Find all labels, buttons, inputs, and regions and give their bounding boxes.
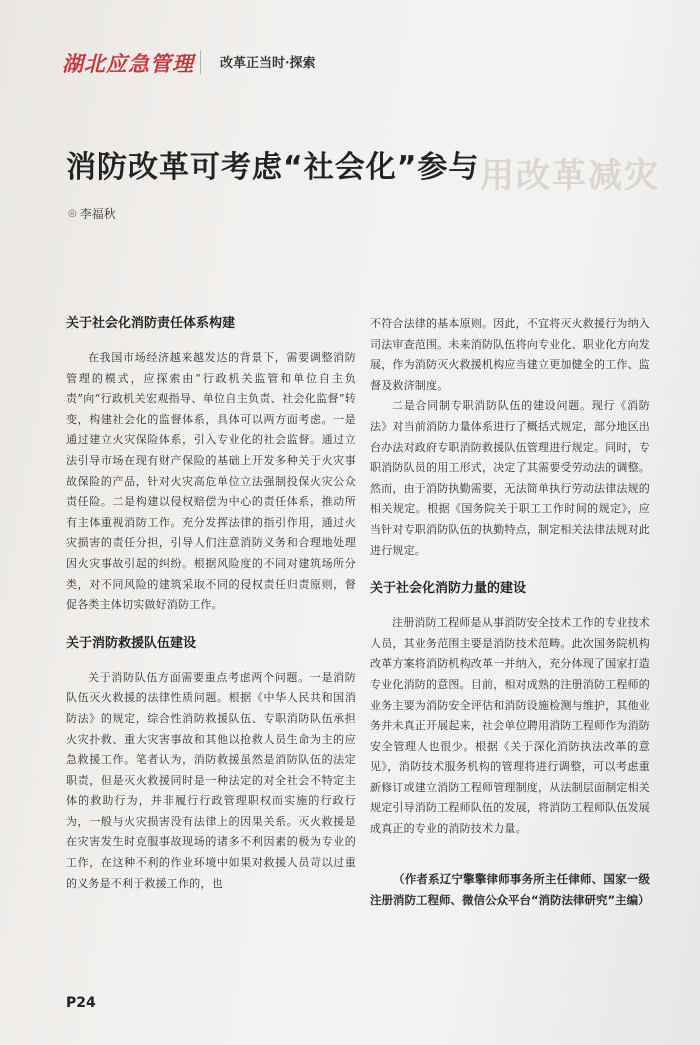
section-heading-3: 关于社会化消防力量的建设 xyxy=(370,581,527,597)
paragraph-3: 不符合法律的基本原则。因此，不宜将灭火救援行为纳入司法审查范围。未来消防队伍将向专业化、职业化方向发展，作为消防灭火救援机构应当建立更加健全的工作、监督及救济制度。 xyxy=(370,317,650,392)
page-number: P24 xyxy=(66,995,96,1011)
bleed-through-title: 用改革减灾 xyxy=(480,156,660,196)
paragraph-5: 注册消防工程师是从事消防安全技术工作的专业技术人员，其业务范围主要是消防技术范畴。此次国务院机构改革方案将消防机构改革一并纳入，充分体现了国家打造专业化消防的意图。目前，相对成熟的注册消防工程师的业务主要为消防安全评估和消防设施检测与维护，其他业务并未真正开展起来，社会单位聘用消防工程师作为消防安全管理人也很少。根据《关于深化消防执法改革的意见》，消防技术服务机构的管理将进行调整，可以考虑重新修订或建立消防工程师管理制度，从法制层面制定相关规定引导消防工程师队伍的发展，将消防工程师队伍发展成真正的专业的消防技术力量。 xyxy=(370,616,650,836)
section-tag: 改革正当时·探索 xyxy=(220,56,316,71)
paragraph-4: 二是合同制专职消防队伍的建设问题。现行《消防法》对当前消防力量体系进行了概括式规定，部分地区出台办法对政府专职消防救援队伍管理进行规定。同时，专职消防队员的用工形式，决定了其需要受劳动法的调整。然而，由于消防执勤需要，无法简单执行劳动法律法规的相关规定。根据《国务院关于职工工作时间的规定》，应当针对专职消防队伍的执勤特点，制定相关法律法规对此进行规定。 xyxy=(370,399,650,557)
section-heading-1: 关于社会化消防责任体系构建 xyxy=(66,316,236,331)
header-divider xyxy=(200,50,201,74)
paragraph-1: 在我国市场经济越来越发达的背景下，需要调整消防管理的模式，应探索由“行政机关监管和单位自主负责”向“行政机关宏观指导、单位自主负责、社会化监督”转变，构建社会化的监督体系，具体可以两方面考虑。一是通过建立火灾保险体系，引入专业化的社会监督。通过立法引导市场在现有财产保险的基础上开发多种关于火灾事故保险的产品，针对火灾高危单位立法强制投保火灾公众责任险。二是构建以侵权赔偿为中心的责任体系，推动所有主体重视消防工作。充分发挥法律的指引作用，通过火灾损害的责任分担，引导人们注意消防义务和合理地处理因火灾事故引起的纠纷。根据风险度的不同对建筑场所分类，对不同风险的建筑采取不同的侵权责任归责原则，督促各类主体切实做好消防工作。 xyxy=(66,351,356,612)
left-column xyxy=(66,314,356,894)
author-note: （作者系辽宁擎擎律师事务所主任律师、国家一级注册消防工程师、微信公众平台“消防法律研究”主编） xyxy=(370,872,650,908)
right-column xyxy=(370,314,650,923)
author-bullet-icon: ◎ xyxy=(68,208,77,219)
author-name: 李福秋 xyxy=(79,207,116,221)
paragraph-2: 关于消防队伍方面需要重点考虑两个问题。一是消防队伍灭火救援的法律性质问题。根据《中华人民共和国消防法》的规定，综合性消防救援队伍、专职消防队伍承担火灾扑救、重大灾害事故和其他以抢救人员生命为主的应急救援工作。笔者认为，消防救援虽然是消防队伍的法定职责，但是灭火救援同时是一种法定的对全社会不特定主体的救助行为，并非履行行政管理职权而实施的行政行为，一般与火灾损害没有法律上的因果关系。灭火救援是在灾害发生时克服事故现场的诸多不利因素的极为专业的工作，在这种不利的作业环境中如果对救援人员苛以过重的义务是不利于救援工作的，也 xyxy=(66,670,356,890)
section-heading-2: 关于消防救援队伍建设 xyxy=(66,635,197,651)
byline xyxy=(68,205,116,222)
page-header xyxy=(0,40,700,100)
magazine-logo: 湖北应急管理 xyxy=(62,51,194,76)
article-title: 消防改革可考虑“社会化”参与 xyxy=(66,150,480,185)
